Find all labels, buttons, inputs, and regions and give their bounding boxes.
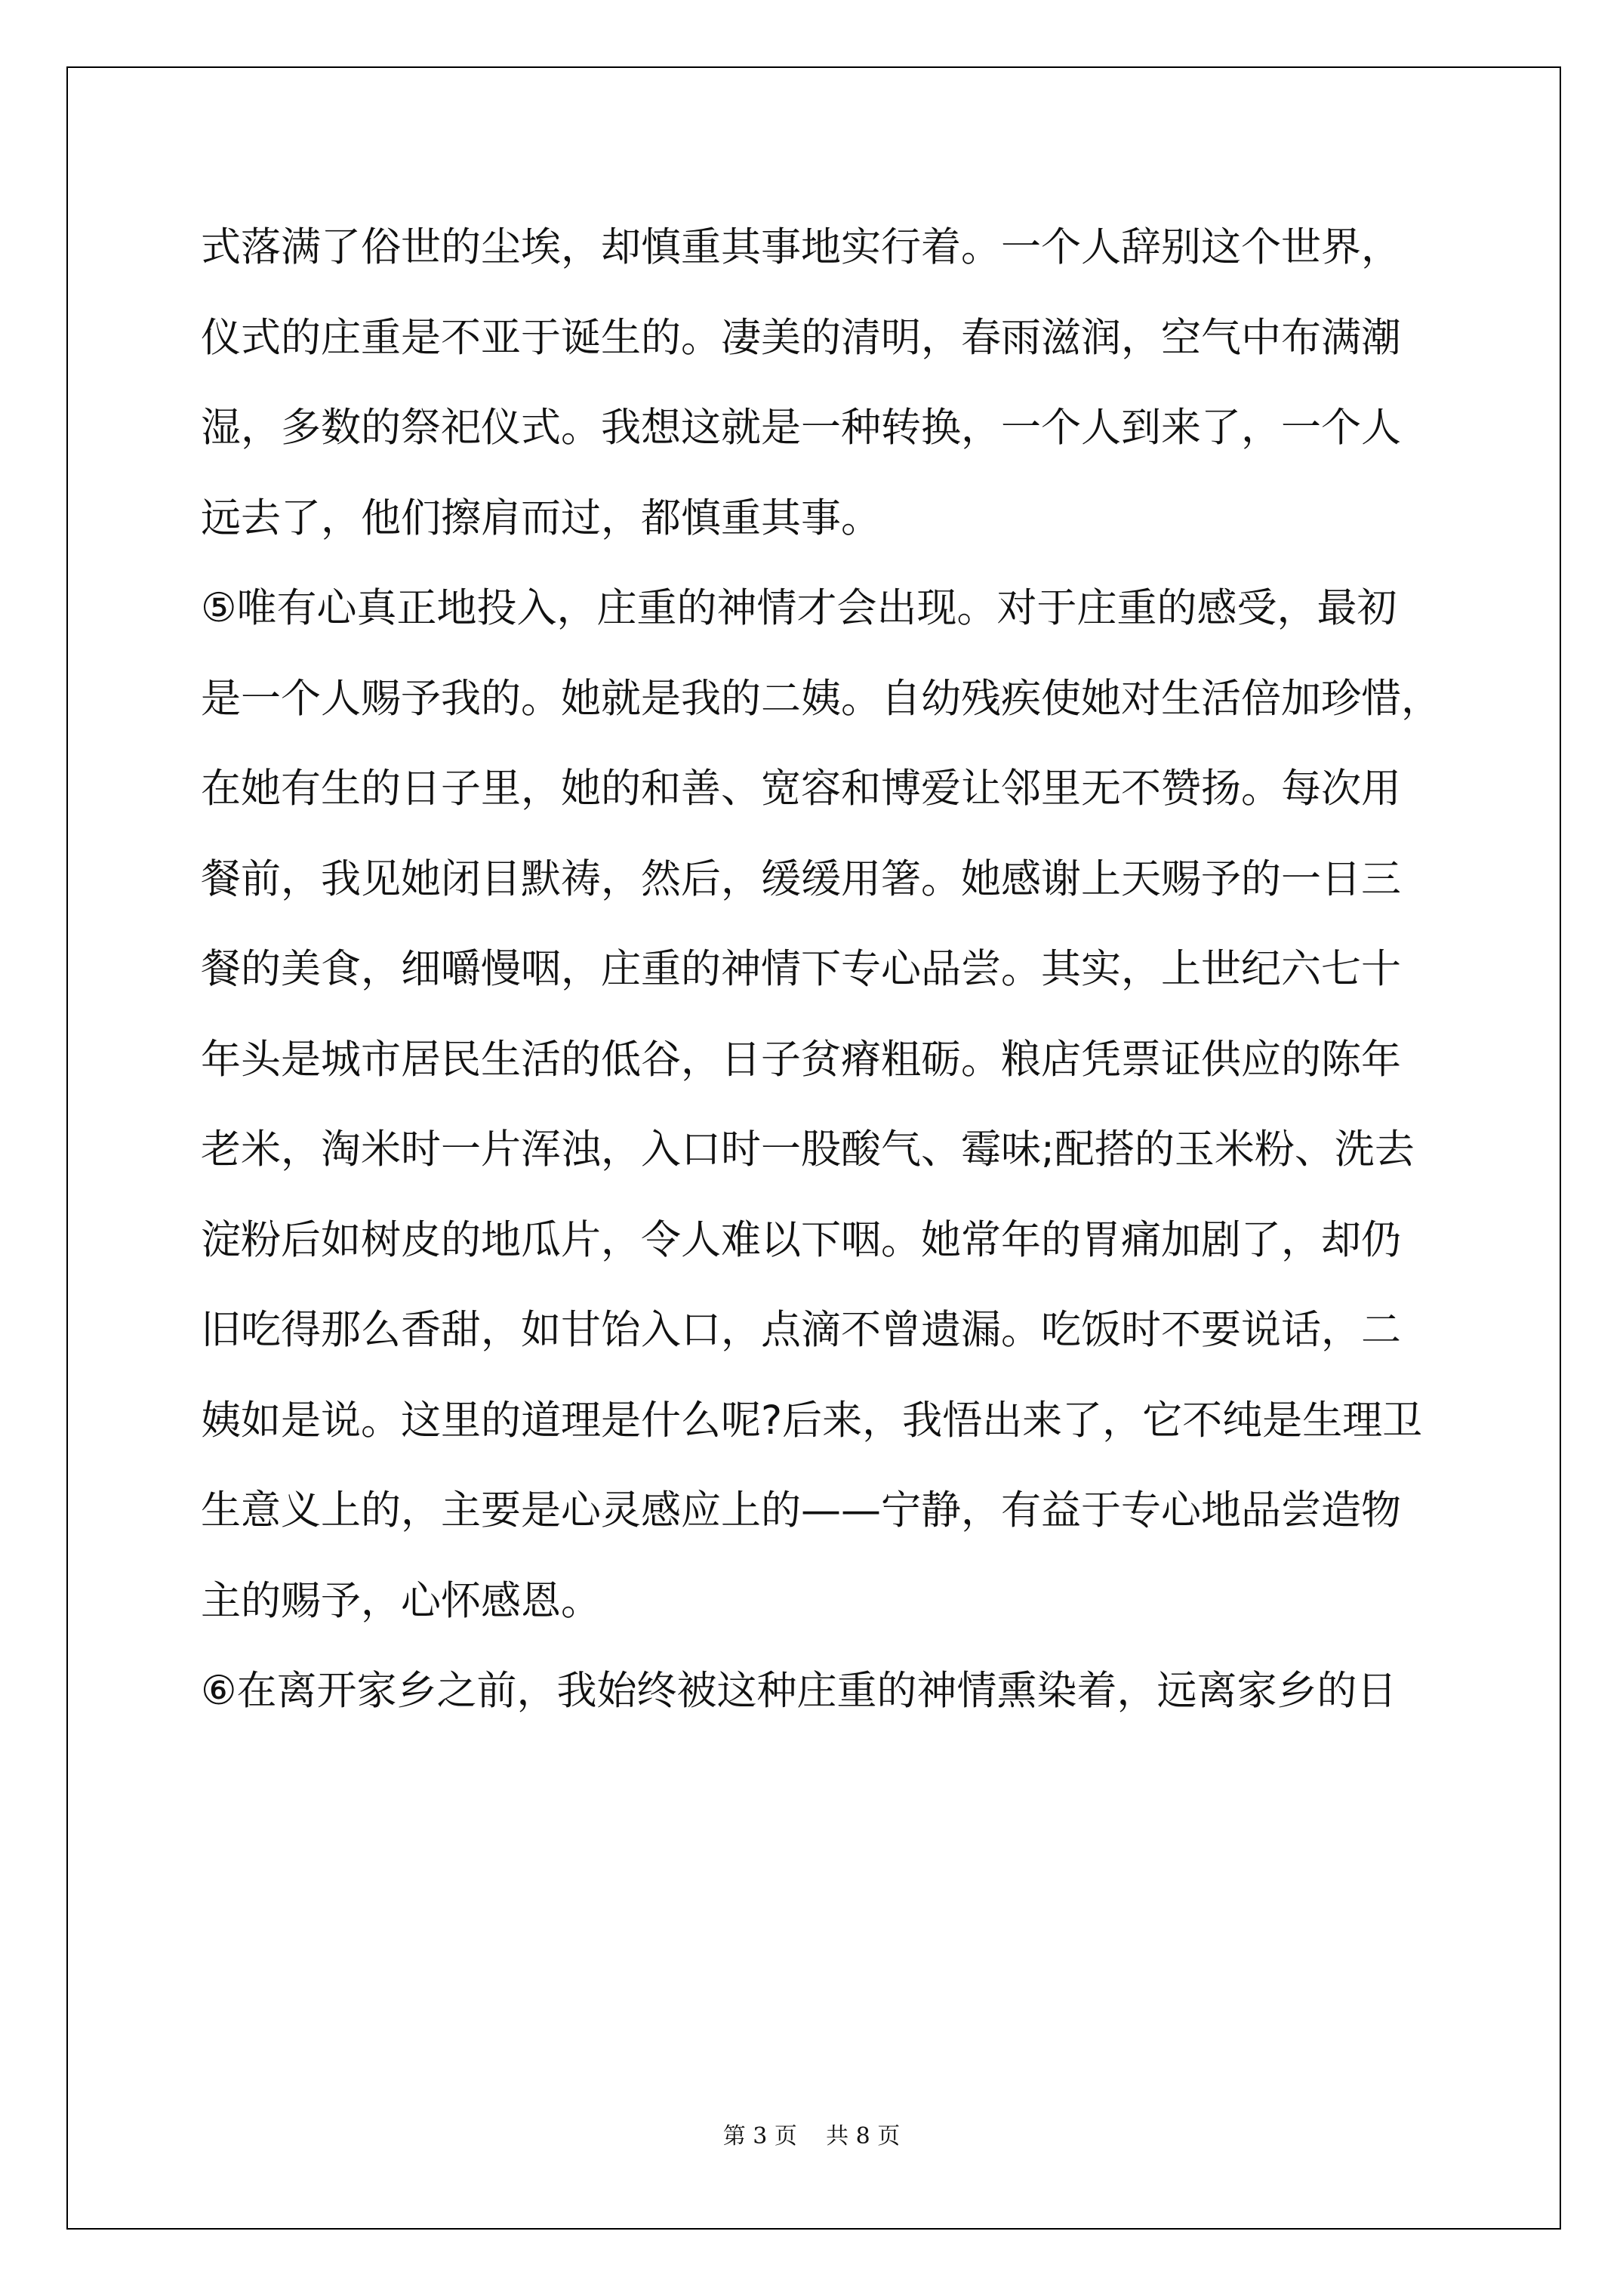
page-footer xyxy=(0,2117,1623,2150)
text-line: 老米，淘米时一片浑浊，入口时一股酸气、霉味;配搭的玉米粉、洗去 xyxy=(201,1126,1415,1173)
text-line: 姨如是说。这里的道理是什么呢?后来，我悟出来了，它不纯是生理卫 xyxy=(201,1397,1423,1444)
text-line: 年头是城市居民生活的低谷，日子贫瘠粗砺。粮店凭票证供应的陈年 xyxy=(201,1036,1401,1083)
page-number: 第 3 页 xyxy=(722,2123,797,2150)
text-line: ⑥在离开家乡之前，我始终被这种庄重的神情熏染着，远离家乡的日 xyxy=(201,1668,1397,1714)
text-line: 餐的美食，细嚼慢咽，庄重的神情下专心品尝。其实，上世纪六七十 xyxy=(201,946,1401,992)
text-line: 淀粉后如树皮的地瓜片，令人难以下咽。她常年的胃痛加剧了，却仍 xyxy=(201,1216,1401,1263)
text-line: 是一个人赐予我的。她就是我的二姨。自幼残疾使她对生活倍加珍惜， xyxy=(201,675,1441,722)
text-line: 式落满了俗世的尘埃，却慎重其事地实行着。一个人辞别这个世界， xyxy=(201,224,1401,270)
text-line: 主的赐予，心怀感恩。 xyxy=(201,1577,601,1624)
text-line: 旧吃得那么香甜，如甘饴入口，点滴不曾遗漏。吃饭时不要说话，二 xyxy=(201,1307,1401,1353)
document-body xyxy=(201,202,1439,1737)
text-line: 在她有生的日子里，她的和善、宽容和博爱让邻里无不赞扬。每次用 xyxy=(201,766,1401,812)
text-line: 仪式的庄重是不亚于诞生的。凄美的清明，春雨滋润，空气中布满潮 xyxy=(201,314,1401,361)
text-line: 远去了，他们擦肩而过，都慎重其事。 xyxy=(201,495,881,541)
text-line: ⑤唯有心真正地投入，庄重的神情才会出现。对于庄重的感受，最初 xyxy=(201,585,1397,631)
text-line: 湿，多数的祭祀仪式。我想这就是一种转换，一个人到来了，一个人 xyxy=(201,405,1401,451)
total-pages: 共 8 页 xyxy=(826,2123,901,2150)
text-line: 餐前，我见她闭目默祷，然后，缓缓用箸。她感谢上天赐予的一日三 xyxy=(201,855,1401,902)
text-line: 生意义上的，主要是心灵感应上的——宁静，有益于专心地品尝造物 xyxy=(201,1487,1401,1533)
